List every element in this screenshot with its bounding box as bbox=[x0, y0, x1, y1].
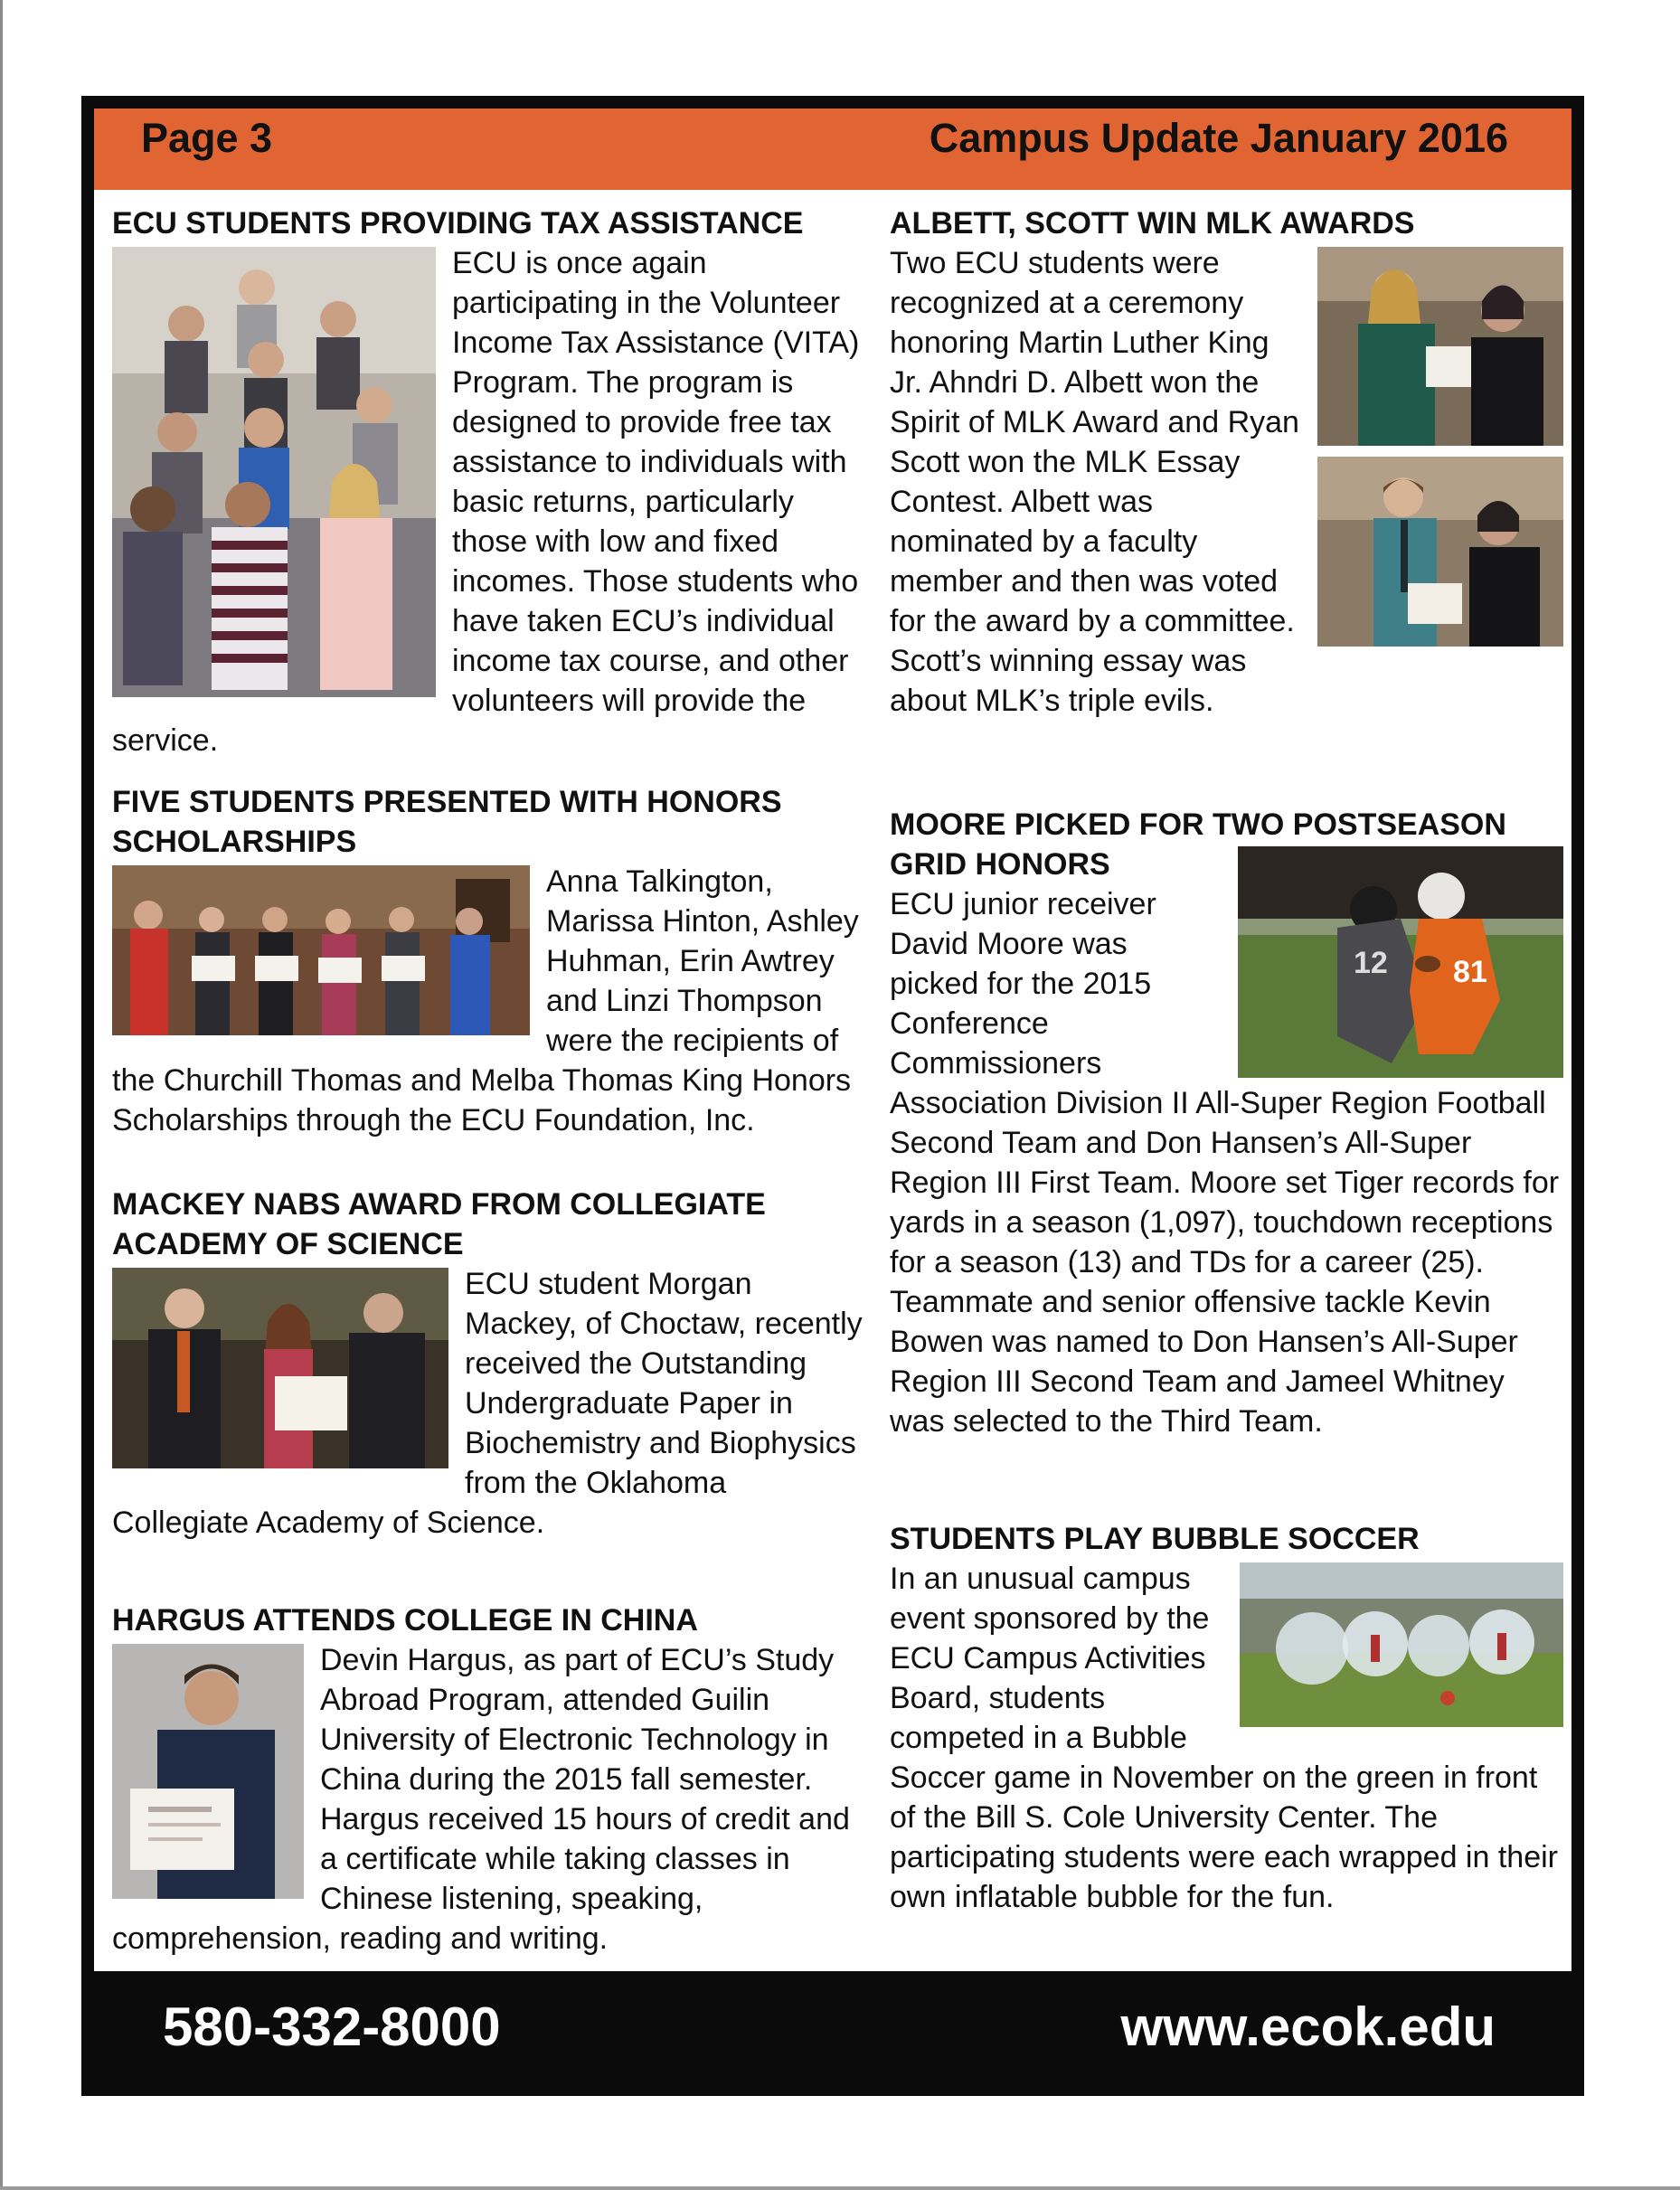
article-mackey-award bbox=[112, 1185, 863, 1582]
article-body: ECU junior receiver David Moore was picked for the 2015 Conference Commissioners Association Division II All-Super Region Football Second Team and Don Hansen’s All-Super Region III First Team. Moore set Tiger records for yards in a season (1,097), touchdown receptions for a season (13) and TDs for a career (25). Teammate and senior offensive tackle Kevin Bowen was named to Don Hansen’s All-Super Region III Second Team and Jameel Whitney was selected to the Third Team. bbox=[890, 887, 1560, 1439]
left-column bbox=[112, 203, 863, 1962]
article-bubble-soccer bbox=[890, 1519, 1563, 1953]
article-headline: STUDENTS PLAY BUBBLE SOCCER bbox=[890, 1522, 1420, 1556]
bubble-soccer-photo bbox=[1240, 1562, 1563, 1727]
article-headline: ECU STUDENTS PROVIDING TAX ASSISTANCE bbox=[112, 206, 804, 241]
page-number: Page 3 bbox=[141, 115, 273, 161]
article-headline: MOORE PICKED FOR TWO POSTSEASON GRID HONORS bbox=[890, 807, 1506, 882]
newsletter-title: Campus Update January 2016 bbox=[929, 115, 1508, 161]
albett-award-photo bbox=[1317, 247, 1563, 446]
phone-number: 580-332-8000 bbox=[163, 1996, 501, 2057]
article-hargus-china bbox=[112, 1600, 863, 1962]
mackey-award-photo bbox=[112, 1268, 448, 1468]
article-headline: ALBETT, SCOTT WIN MLK AWARDS bbox=[890, 206, 1415, 241]
scott-award-photo bbox=[1317, 457, 1563, 647]
newsletter-content bbox=[94, 190, 1571, 1971]
page-edge bbox=[0, 0, 3, 2190]
article-mlk-awards bbox=[890, 203, 1563, 787]
article-body: Anna Talkington, Marissa Hinton, Ashley Huhman, Erin Awtrey and Linzi Thompson were the recipients of the Churchill Thomas and Melba Thomas King Honors Scholarships through the ECU Foundation, Inc. bbox=[112, 864, 859, 1137]
website-link[interactable]: www.ecok.edu bbox=[1120, 1996, 1496, 2057]
article-body: In an unusual campus event sponsored by the ECU Campus Activities Board, students competed in a Bubble Soccer game in November on the green in front of the Bill S. Cole University Center. The participating students were each wrapped in their own inflatable bubble for the fun. bbox=[890, 1562, 1558, 1914]
article-headline: MACKEY NABS AWARD FROM COLLEGIATE ACADEMY OF SCIENCE bbox=[112, 1187, 766, 1261]
article-moore-honors bbox=[890, 805, 1563, 1519]
right-column bbox=[890, 203, 1563, 1953]
article-headline: FIVE STUDENTS PRESENTED WITH HONORS SCHOLARSHIPS bbox=[112, 785, 782, 859]
page-footer bbox=[94, 1971, 1571, 2083]
article-headline: HARGUS ATTENDS COLLEGE IN CHINA bbox=[112, 1603, 698, 1638]
scholarship-recipients-photo bbox=[112, 865, 530, 1035]
vita-group-photo bbox=[112, 247, 436, 697]
moore-football-photo bbox=[1238, 846, 1563, 1078]
svg-text:81: 81 bbox=[1453, 955, 1487, 989]
svg-text:12: 12 bbox=[1354, 946, 1388, 980]
hargus-photo bbox=[112, 1644, 304, 1899]
article-body: Two ECU students were recognized at a ceremony honoring Martin Luther King Jr. Ahndri D. Albett won the Spirit of MLK Award and Ryan Scott won the MLK Essay Contest. Albett was nominated by a faculty member and then was voted for the award by a committee. Scott’s winning essay was about MLK’s triple evils. bbox=[890, 246, 1299, 718]
article-body: ECU student Morgan Mackey, of Choctaw, recently received the Outstanding Undergraduate Paper in Biochemistry and Biophysics from the Oklahoma Collegiate Academy of Science. bbox=[112, 1267, 863, 1540]
page-header bbox=[94, 109, 1571, 190]
mlk-photos bbox=[1317, 247, 1563, 647]
article-body: Devin Hargus, as part of ECU’s Study Abroad Program, attended Guilin University of Electronic Technology in China during the 2015 fall semester. Hargus received 15 hours of credit and a certificate while taking classes in Chinese listening, speaking, comprehension, reading and writing. bbox=[112, 1643, 850, 1956]
page-edge bbox=[0, 2186, 1680, 2190]
article-body: ECU is once again participating in the Volunteer Income Tax Assistance (VITA) Program. The program is designed to provide free tax assistance to individuals with basic returns, particularly those with low and fixed incomes. Those students who have taken ECU’s individual income tax course, and other volunteers will provide the service. bbox=[112, 246, 860, 758]
article-tax-assistance bbox=[112, 203, 863, 764]
article-honors-scholarships bbox=[112, 782, 863, 1185]
